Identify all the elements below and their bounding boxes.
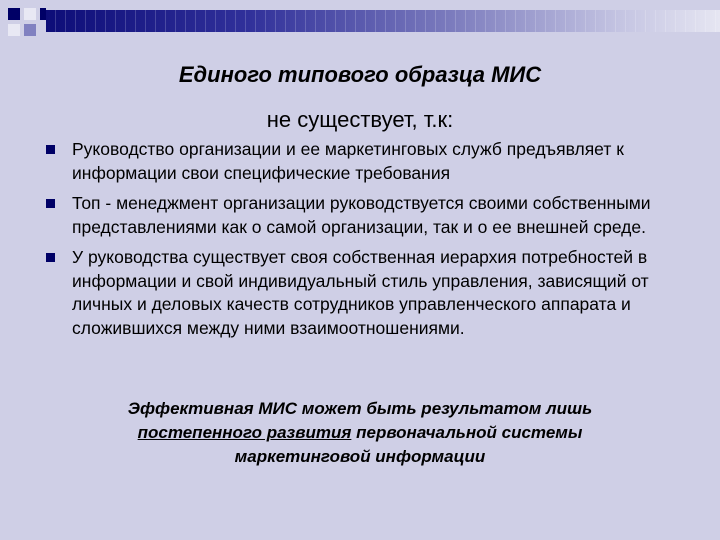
deco-square: [24, 8, 36, 20]
conclusion-underlined: постепенного развития: [137, 423, 352, 442]
deco-square: [8, 8, 20, 20]
bullet-text: Топ - менеджмент организации руководствуется своими собственными представлениями как о самой организации, так и о ее внешней среде.: [72, 193, 651, 237]
conclusion-text: [70, 397, 650, 469]
slide-title: Единого типового образца МИС: [178, 62, 542, 87]
list-item: [46, 192, 686, 239]
deco-square: [24, 24, 36, 36]
gradient-band-lines: [46, 10, 720, 32]
bullet-list: [46, 138, 686, 347]
header-decoration: [0, 0, 720, 40]
slide-subtitle: не существует, т.к:: [266, 107, 454, 132]
bullet-text: У руководства существует своя собственная иерархия потребностей в информации и свой индивидуальный стиль управления, зависящий от личных и деловых качеств сотрудников управленческого аппарата и сложившихся между ними взаимоотношениями.: [72, 247, 649, 338]
bullet-text: Руководство организации и ее маркетинговых служб предъявляет к информации свои специфические требования: [72, 139, 624, 183]
square-bullet-icon: [46, 145, 55, 154]
conclusion-part2: первоначальной системы маркетинговой информации: [234, 423, 583, 466]
square-bullet-icon: [46, 253, 55, 262]
list-item: [46, 138, 686, 185]
conclusion-part1: Эффективная МИС может быть результатом лишь: [127, 399, 593, 418]
square-bullet-icon: [46, 199, 55, 208]
list-item: [46, 246, 686, 340]
deco-square: [8, 24, 20, 36]
